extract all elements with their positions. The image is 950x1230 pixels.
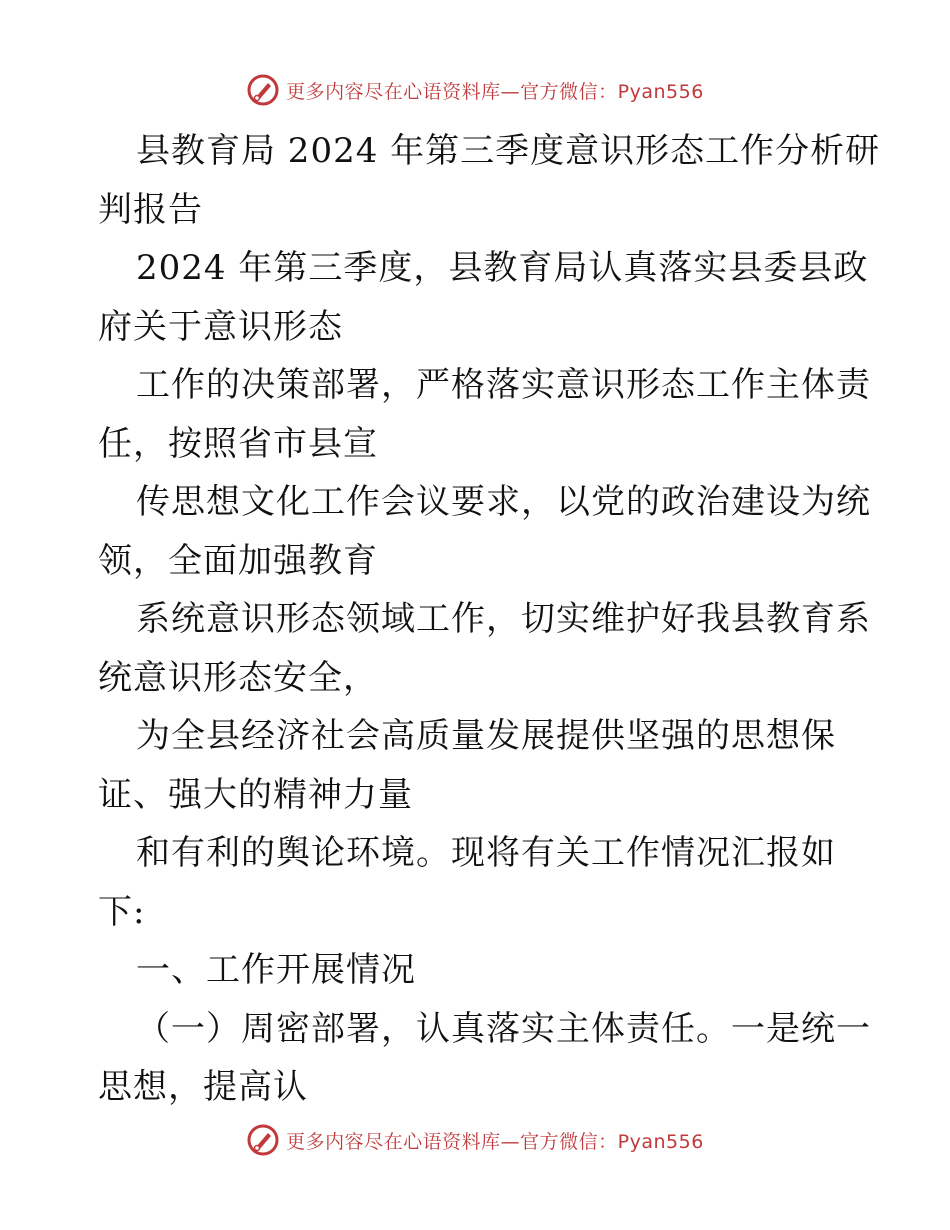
paragraph-line: 证、强大的精神力量 [98, 774, 413, 815]
paragraph-line: 和有利的舆论环境。现将有关工作情况汇报如 [136, 833, 836, 873]
paragraph-line: 府关于意识形态 [98, 306, 343, 347]
footer-banner [0, 1120, 950, 1160]
paragraph-line: 领，全面加强教育 [98, 540, 378, 581]
paragraph-line: 传思想文化工作会议要求，以党的政治建设为统 [136, 482, 871, 522]
header-banner [0, 70, 950, 110]
document-body [98, 122, 881, 1117]
paragraph-line: 任，按照省市县宣 [98, 423, 378, 464]
title-line-2: 判报告 [98, 189, 203, 230]
paragraph-line: 统意识形态安全， [98, 657, 378, 698]
paragraph-line: 下: [98, 891, 146, 932]
paragraph-line: 系统意识形态领域工作，切实维护好我县教育系 [136, 599, 871, 639]
header-banner-text: 更多内容尽在心语资料库—官方微信：Pyan556 [286, 80, 704, 103]
paragraph-line: （一）周密部署，认真落实主体责任。一是统一 [136, 1008, 871, 1049]
paragraph-line: 工作的决策部署，严格落实意识形态工作主体责 [136, 365, 871, 405]
pen-seal-logo-icon [246, 73, 280, 107]
paragraph-line: 2024 年第三季度，县教育局认真落实县委县政 [136, 248, 869, 288]
title-line-1: 县教育局 2024 年第三季度意识形态工作分析研 [136, 131, 881, 171]
section-heading: 一、工作开展情况 [136, 950, 416, 990]
paragraph-line: 为全县经济社会高质量发展提供坚强的思想保 [136, 716, 836, 756]
paragraph-line: 思想，提高认 [98, 1067, 308, 1107]
pen-seal-logo-icon [246, 1123, 280, 1157]
footer-banner-text: 更多内容尽在心语资料库—官方微信：Pyan556 [286, 1130, 704, 1153]
